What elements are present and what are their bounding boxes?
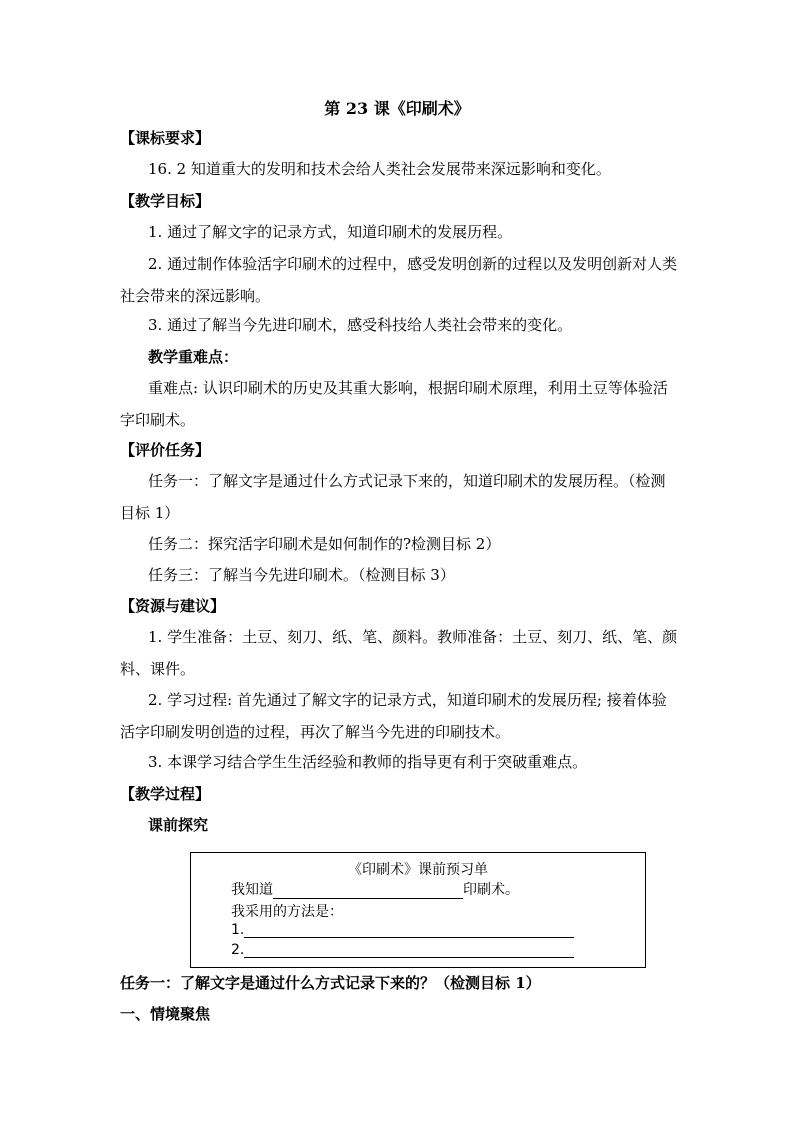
- goals-heading: 【教学目标】: [120, 192, 211, 210]
- preview-item-2: [231, 941, 574, 958]
- blank-line-item-2[interactable]: [244, 941, 574, 958]
- keypoints-text: 重难点: 认识印刷术的历史及其重大影响，根据印刷术原理，利用土豆等体验活字印刷术。: [120, 379, 668, 429]
- eval-heading: 【评价任务】: [120, 441, 211, 459]
- page-title: 第 23 课《印刷术》: [324, 99, 470, 118]
- item-2-number: 2.: [231, 942, 245, 958]
- goal-1: 1. 通过了解文字的记录方式，知道印刷术的发展历程。: [148, 223, 513, 241]
- standard-heading: 【课标要求】: [120, 129, 211, 147]
- keypoints-heading: 教学重难点：: [148, 348, 239, 366]
- preview-line-know: [231, 879, 519, 899]
- scene-heading: 一、情境聚焦: [120, 1005, 211, 1023]
- goal-2: 2. 通过制作体验活字印刷术的过程中，感受发明创新的过程以及发明创新对人类社会带来的深远影响。: [120, 255, 678, 305]
- task-3: 任务三：了解当今先进印刷术。（检测目标 3）: [148, 566, 455, 584]
- goal-3: 3. 通过了解当今先进印刷术，感受科技给人类社会带来的变化。: [148, 316, 573, 334]
- blank-line-know[interactable]: [273, 882, 463, 899]
- task-1: 任务一：了解文字是通过什么方式记录下来的，知道印刷术的发展历程。（检测目标 1）: [120, 472, 666, 522]
- preview-know-prefix: 我知道: [231, 882, 273, 898]
- resources-heading: 【资源与建议】: [120, 597, 226, 615]
- preview-know-suffix: 印刷术。: [463, 882, 519, 898]
- task-2: 任务二：探究活字印刷术是如何制作的?检测目标 2）: [148, 535, 501, 553]
- item-1-number: 1.: [231, 922, 245, 938]
- blank-line-item-1[interactable]: [244, 921, 574, 938]
- standard-text: 16. 2 知道重大的发明和技术会给人类社会发展带来深远影响和变化。: [148, 160, 611, 178]
- preview-worksheet-box: [190, 852, 646, 968]
- preview-title: 《印刷术》课前预习单: [348, 862, 488, 878]
- resource-2: 2. 学习过程: 首先通过了解文字的记录方式，知道印刷术的发展历程; 接着体验活字印刷发明创造的过程，再次了解当今先进的印刷技术。: [120, 691, 667, 741]
- pre-explore-heading: 课前探究: [148, 816, 209, 834]
- process-heading: 【教学过程】: [120, 785, 211, 803]
- resource-3: 3. 本课学习结合学生生活经验和教师的指导更有利于突破重难点。: [148, 753, 588, 771]
- preview-method-label: 我采用的方法是：: [231, 904, 343, 920]
- task-1-heading: 任务一：了解文字是通过什么方式记录下来的？（检测目标 1）: [120, 974, 541, 992]
- preview-item-1: [231, 921, 574, 938]
- resource-1: 1. 学生准备：土豆、刻刀、纸、笔、颜料。教师准备：土豆、刻刀、纸、笔、颜料、课件。: [120, 628, 678, 678]
